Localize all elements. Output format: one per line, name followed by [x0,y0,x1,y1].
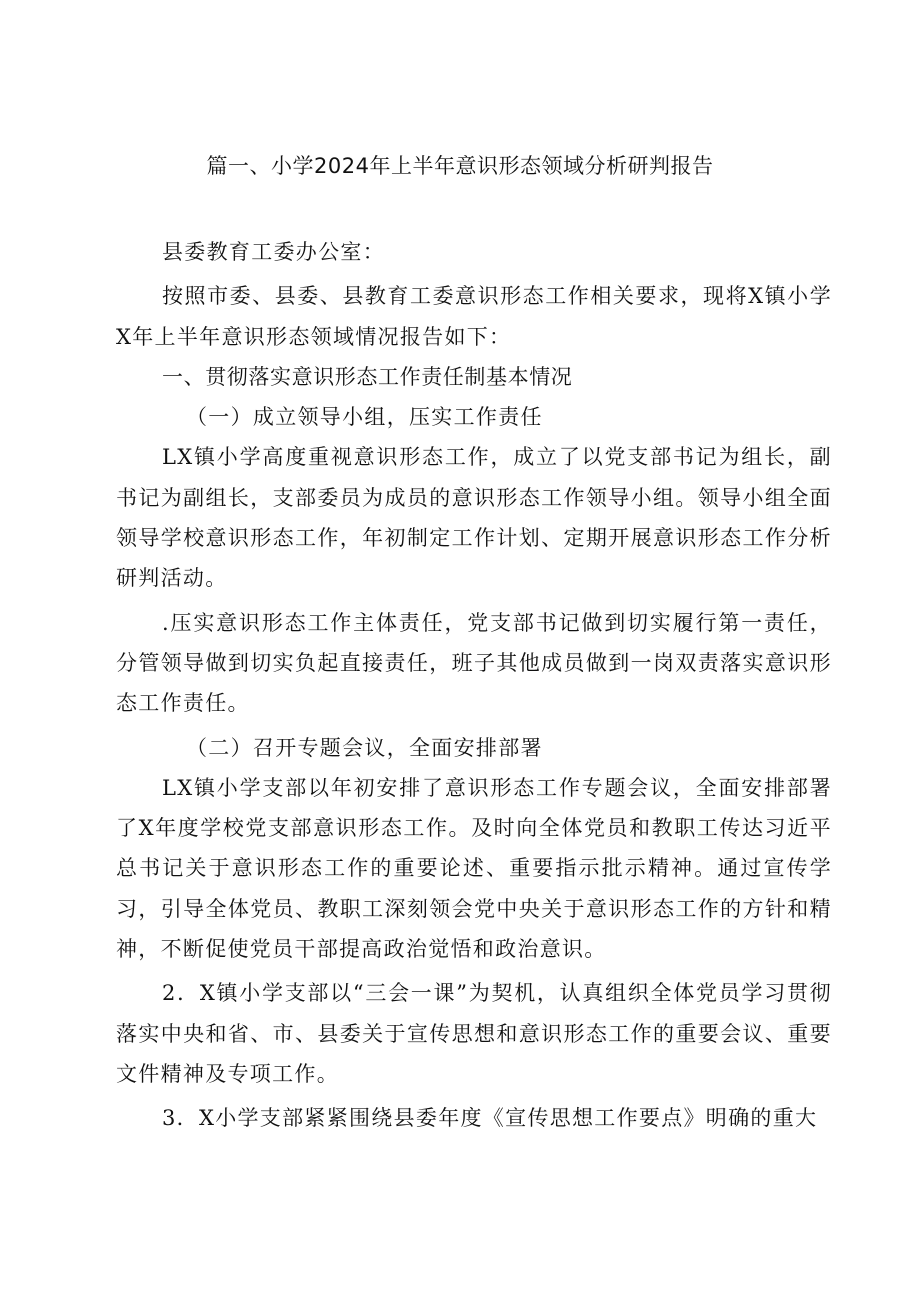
body-paragraph: .压实意识形态工作主体责任，党支部书记做到切实履行第一责任，分管领导做到切实负起直接责任，班子其他成员做到一岗双责落实意识形态工作责任。 [116,610,832,716]
body-paragraph: LX镇小学支部以年初安排了意识形态工作专题会议，全面安排部署了X年度学校党支部意识形态工作。及时向全体党员和教职工传达习近平总书记关于意识形态工作的重要论述、重要指示批示精神。通过宣传学习，引导全体党员、教职工深刻领会党中央关于意识形态工作的方针和精神，不断促使党员干部提高政治觉悟和政治意识。 [116,775,832,962]
section-heading-1: 一、贯彻落实意识形态工作责任制基本情况 [162,364,573,389]
salutation: 县委教育工委办公室： [162,240,385,264]
body-paragraph: LX镇小学高度重视意识形态工作，成立了以党支部书记为组长，副书记为副组长，支部委员为成员的意识形态工作领导小组。领导小组全面领导学校意识形态工作，年初制定工作计划、定期开展意识形态工作分析研判活动。 [116,445,832,591]
body-paragraph: 2．X镇小学支部以“三会一课”为契机，认真组织全体党员学习贯彻落实中央和省、市、县委关于宣传思想和意识形态工作的重要会议、重要文件精神及专项工作。 [116,981,832,1086]
body-paragraph: 3．X小学支部紧紧围绕县委年度《宣传思想工作要点》明确的重大 [162,1106,818,1131]
subsection-heading-1: （一）成立领导小组，压实工作责任 [186,405,543,430]
subsection-heading-2: （二）召开专题会议，全面安排部署 [186,735,543,760]
document-title: 篇一、小学2024年上半年意识形态领域分析研判报告 [206,154,714,178]
intro-paragraph: 按照市委、县委、县教育工委意识形态工作相关要求，现将X镇小学X年上半年意识形态领域情况报告如下： [116,284,832,349]
document-body [116,232,832,1139]
